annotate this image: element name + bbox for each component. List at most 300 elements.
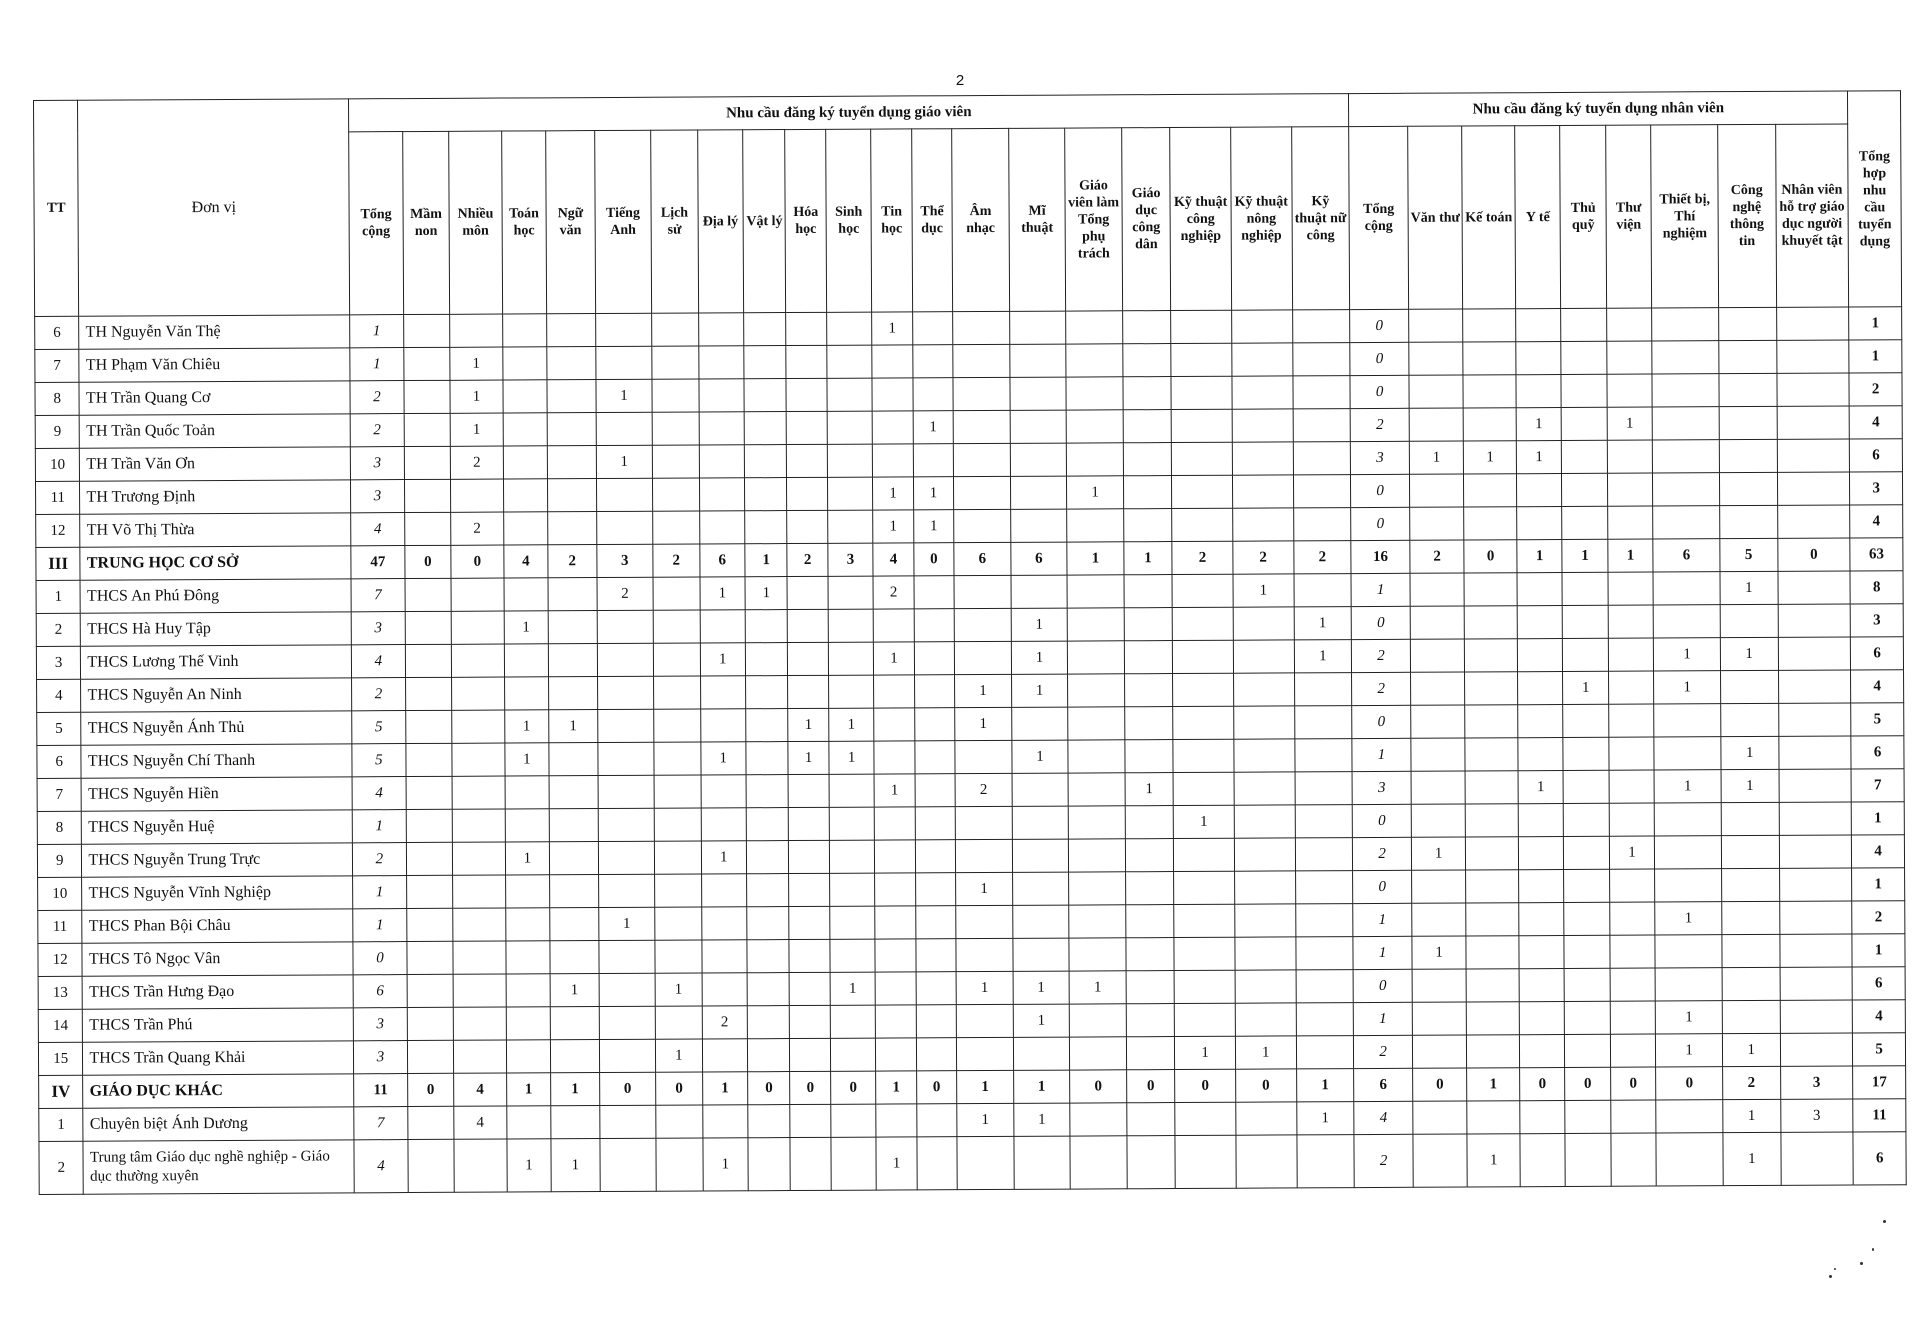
staff-cell <box>1655 935 1722 968</box>
row-index: 12 <box>36 514 81 547</box>
teacher-cell <box>451 479 504 512</box>
teacher-cell <box>596 478 653 511</box>
staff-cell: 1 <box>1720 571 1778 604</box>
teacher-total-cell: 4 <box>351 513 405 546</box>
staff-cell <box>1465 771 1518 804</box>
row-index: 11 <box>35 481 80 514</box>
staff-cell <box>1564 836 1610 869</box>
teacher-cell <box>450 314 503 347</box>
teacher-cell <box>1294 706 1352 739</box>
grand-total-cell: 1 <box>1852 868 1905 901</box>
staff-cell <box>1611 1133 1657 1186</box>
teacher-cell <box>1123 410 1172 443</box>
teacher-cell <box>404 512 451 545</box>
teacher-cell <box>453 1007 506 1040</box>
page-number: 2 <box>955 72 965 89</box>
teacher-cell <box>1011 707 1068 740</box>
teacher-cell <box>701 907 747 940</box>
teacher-cell <box>1011 575 1068 608</box>
teacher-cell <box>915 741 956 774</box>
scan-speck <box>1883 1220 1886 1223</box>
teacher-cell <box>1070 1004 1127 1037</box>
staff-cell <box>1564 902 1610 935</box>
teacher-cell <box>506 1106 551 1139</box>
teacher-cell <box>787 510 828 543</box>
staff-cell <box>1777 505 1850 538</box>
teacher-cell <box>653 478 700 511</box>
staff-cell <box>1516 342 1562 375</box>
teacher-cell <box>1068 707 1125 740</box>
teacher-cell: 0 <box>1236 1069 1297 1102</box>
staff-cell <box>1467 1035 1520 1068</box>
teacher-cell: 1 <box>450 380 503 413</box>
teacher-cell <box>1234 871 1295 904</box>
teacher-cell: 1 <box>874 642 915 675</box>
staff-cell: 1 <box>1563 671 1609 704</box>
teacher-cell <box>405 710 452 743</box>
staff-cell <box>1655 803 1722 836</box>
grand-total-cell: 1 <box>1849 307 1902 340</box>
row-index: 13 <box>38 976 83 1009</box>
staff-total-cell: 0 <box>1350 375 1409 408</box>
teacher-cell: 1 <box>955 707 1012 740</box>
staff-cell <box>1721 835 1779 868</box>
staff-cell <box>1564 869 1610 902</box>
teacher-cell <box>744 445 787 478</box>
teacher-cell: 6 <box>954 542 1011 575</box>
staff-cell <box>1563 638 1609 671</box>
teacher-cell <box>828 609 874 642</box>
teacher-cell <box>1173 772 1234 805</box>
grand-total-cell: 5 <box>1853 1033 1906 1066</box>
teacher-cell <box>454 1139 507 1192</box>
teacher-cell: 1 <box>700 742 746 775</box>
staff-cell <box>1777 439 1850 472</box>
teacher-cell <box>790 1038 831 1071</box>
staff-cell <box>1779 802 1852 835</box>
staff-cell <box>1561 308 1607 341</box>
teacher-cell <box>599 1105 656 1138</box>
teacher-cell <box>953 443 1010 476</box>
teacher-cell <box>747 874 790 907</box>
teacher-cell: 1 <box>788 741 829 774</box>
teacher-cell <box>504 578 549 611</box>
teacher-cell <box>1234 772 1295 805</box>
staff-cell <box>1780 967 1853 1000</box>
teacher-cell <box>1295 937 1353 970</box>
teacher-cell <box>406 743 453 776</box>
teacher-cell <box>1069 839 1126 872</box>
teacher-cell: 0 <box>451 545 504 578</box>
unit-name: THCS Nguyễn Chí Thanh <box>81 744 352 778</box>
staff-cell <box>1409 342 1464 375</box>
unit-name: THCS Tô Ngọc Vân <box>82 942 353 976</box>
teacher-cell <box>655 907 702 940</box>
teacher-cell <box>789 840 830 873</box>
staff-cell <box>1410 672 1465 705</box>
staff-cell: 0 <box>1656 1067 1723 1100</box>
header-teacher-col: Nhiều môn <box>449 131 502 314</box>
teacher-cell <box>1295 772 1353 805</box>
staff-cell <box>1655 968 1722 1001</box>
teacher-cell <box>829 774 875 807</box>
staff-cell <box>1653 440 1720 473</box>
teacher-cell: 1 <box>876 1071 917 1104</box>
teacher-cell <box>1173 739 1234 772</box>
staff-cell <box>1516 309 1562 342</box>
staff-cell <box>1722 901 1780 934</box>
staff-cell <box>1464 507 1517 540</box>
teacher-cell <box>1171 409 1232 442</box>
unit-name: THCS Nguyễn Vĩnh Nghiệp <box>82 876 353 910</box>
staff-cell <box>1655 836 1722 869</box>
teacher-cell <box>1293 409 1351 442</box>
grand-total-cell: 4 <box>1852 1000 1905 1033</box>
staff-cell: 1 <box>1723 1132 1781 1185</box>
teacher-cell <box>954 641 1011 674</box>
teacher-cell <box>1068 674 1125 707</box>
teacher-cell <box>1126 1037 1175 1070</box>
teacher-cell <box>504 677 549 710</box>
staff-cell <box>1565 1034 1611 1067</box>
teacher-cell <box>746 808 789 841</box>
teacher-cell <box>1123 509 1172 542</box>
teacher-cell <box>955 806 1012 839</box>
teacher-cell <box>653 610 700 643</box>
teacher-cell <box>1175 1003 1236 1036</box>
teacher-cell <box>1124 641 1173 674</box>
teacher-cell: 4 <box>454 1106 507 1139</box>
unit-name: THCS Trần Phú <box>83 1008 354 1042</box>
staff-total-cell: 0 <box>1351 507 1410 540</box>
staff-cell: 1 <box>1723 1099 1781 1132</box>
teacher-cell <box>916 939 957 972</box>
teacher-cell <box>597 610 654 643</box>
teacher-cell <box>548 578 597 611</box>
teacher-cell <box>1232 442 1293 475</box>
teacher-total-cell: 3 <box>351 480 405 513</box>
teacher-cell <box>1070 1037 1127 1070</box>
teacher-cell <box>503 512 548 545</box>
staff-cell <box>1465 738 1518 771</box>
teacher-cell <box>1012 905 1069 938</box>
staff-cell <box>1412 969 1467 1002</box>
teacher-cell <box>1233 640 1294 673</box>
staff-total-cell: 3 <box>1352 771 1411 804</box>
staff-cell <box>1608 572 1654 605</box>
grand-total-cell: 4 <box>1852 835 1905 868</box>
teacher-cell <box>746 709 789 742</box>
staff-cell <box>1721 703 1779 736</box>
staff-cell <box>1565 1133 1611 1186</box>
teacher-cell <box>452 809 505 842</box>
teacher-cell: 1 <box>1011 674 1068 707</box>
teacher-cell <box>1125 740 1174 773</box>
teacher-cell <box>598 808 655 841</box>
header-teacher-col: Giáo dục công dân <box>1121 128 1170 311</box>
teacher-cell <box>789 873 830 906</box>
teacher-cell: 6 <box>699 544 745 577</box>
teacher-cell <box>405 644 452 677</box>
staff-cell <box>1467 1101 1520 1134</box>
grand-total-cell: 4 <box>1851 670 1904 703</box>
teacher-cell <box>699 511 745 544</box>
header-teacher-col: Mĩ thuật <box>1008 128 1066 311</box>
teacher-cell <box>1067 608 1124 641</box>
staff-cell: 1 <box>1517 539 1563 572</box>
teacher-cell: 0 <box>914 543 955 576</box>
teacher-cell: 1 <box>656 1039 703 1072</box>
teacher-cell: 0 <box>407 1073 454 1106</box>
staff-cell <box>1607 341 1653 374</box>
staff-cell: 1 <box>1516 441 1562 474</box>
teacher-cell <box>748 1105 791 1138</box>
teacher-cell <box>748 1138 791 1191</box>
header-teacher-col: Tổng cộng <box>349 132 403 315</box>
teacher-cell <box>596 511 653 544</box>
teacher-total-cell: 1 <box>350 315 404 348</box>
teacher-cell <box>1127 1103 1176 1136</box>
teacher-cell <box>1294 739 1352 772</box>
teacher-cell <box>914 708 955 741</box>
teacher-cell <box>828 675 874 708</box>
unit-name: TH Trần Văn Ơn <box>80 447 351 481</box>
teacher-cell <box>451 644 504 677</box>
teacher-cell <box>790 972 831 1005</box>
teacher-cell <box>452 743 505 776</box>
unit-name: THCS Hà Huy Tập <box>81 612 352 646</box>
staff-cell <box>1719 472 1777 505</box>
staff-cell <box>1721 802 1779 835</box>
grand-total-cell: 1 <box>1849 340 1902 373</box>
teacher-cell <box>1010 410 1067 443</box>
teacher-cell <box>702 1039 748 1072</box>
staff-total-cell: 1 <box>1353 903 1412 936</box>
staff-cell <box>1608 605 1654 638</box>
teacher-cell: 1 <box>1067 542 1124 575</box>
teacher-cell <box>652 313 699 346</box>
teacher-cell <box>1235 904 1296 937</box>
teacher-cell <box>747 907 790 940</box>
teacher-cell <box>831 1137 877 1190</box>
teacher-cell <box>787 477 828 510</box>
teacher-cell <box>598 841 655 874</box>
teacher-total-cell: 4 <box>354 1140 408 1193</box>
teacher-total-cell: 5 <box>352 744 406 777</box>
staff-cell <box>1777 406 1850 439</box>
teacher-cell <box>915 873 956 906</box>
staff-total-cell: 0 <box>1350 309 1409 342</box>
staff-cell <box>1409 474 1464 507</box>
row-index: 1 <box>39 1108 84 1141</box>
staff-cell <box>1607 506 1653 539</box>
teacher-cell <box>915 906 956 939</box>
teacher-cell <box>916 1005 957 1038</box>
teacher-cell <box>747 1006 790 1039</box>
unit-name: THCS An Phú Đông <box>80 579 351 613</box>
staff-cell <box>1463 342 1516 375</box>
teacher-cell <box>1232 475 1293 508</box>
teacher-cell <box>547 314 596 347</box>
staff-total-cell: 2 <box>1354 1035 1413 1068</box>
grand-total-cell: 6 <box>1852 967 1905 1000</box>
teacher-cell: 1 <box>551 1073 600 1106</box>
row-index: 2 <box>36 613 81 646</box>
teacher-total-cell: 11 <box>354 1074 408 1107</box>
staff-cell <box>1779 934 1852 967</box>
teacher-cell <box>1123 344 1172 377</box>
teacher-cell: 1 <box>829 741 875 774</box>
teacher-cell <box>599 1039 656 1072</box>
grand-total-cell: 11 <box>1853 1099 1906 1132</box>
staff-total-cell: 1 <box>1354 1002 1413 1035</box>
teacher-cell <box>599 973 656 1006</box>
teacher-cell <box>1175 1102 1236 1135</box>
teacher-cell <box>405 611 452 644</box>
teacher-cell <box>1292 310 1350 343</box>
teacher-cell: 1 <box>1011 641 1068 674</box>
teacher-cell <box>654 742 701 775</box>
teacher-cell <box>916 972 957 1005</box>
teacher-cell: 1 <box>505 842 550 875</box>
staff-cell <box>1562 473 1608 506</box>
staff-cell <box>1606 308 1652 341</box>
row-index: 11 <box>38 910 83 943</box>
teacher-cell <box>407 1106 454 1139</box>
staff-cell <box>1609 803 1655 836</box>
teacher-cell <box>655 940 702 973</box>
staff-cell <box>1565 1001 1611 1034</box>
teacher-cell <box>597 643 654 676</box>
teacher-cell <box>1233 508 1294 541</box>
teacher-cell <box>503 446 548 479</box>
teacher-cell: 1 <box>1294 607 1352 640</box>
staff-cell <box>1411 738 1466 771</box>
staff-total-cell: 0 <box>1352 705 1411 738</box>
staff-cell <box>1562 572 1608 605</box>
teacher-cell <box>1066 377 1123 410</box>
teacher-total-cell: 3 <box>350 447 404 480</box>
staff-cell <box>1408 309 1463 342</box>
teacher-total-cell: 47 <box>351 546 405 579</box>
teacher-cell <box>1013 938 1070 971</box>
teacher-cell <box>828 642 874 675</box>
staff-cell <box>1607 473 1653 506</box>
teacher-cell: 1 <box>700 577 746 610</box>
teacher-cell <box>548 611 597 644</box>
row-index: 4 <box>37 679 82 712</box>
teacher-cell <box>747 940 790 973</box>
staff-total-cell: 0 <box>1353 804 1412 837</box>
teacher-cell <box>702 973 748 1006</box>
staff-cell <box>1722 934 1780 967</box>
staff-total-cell: 2 <box>1352 639 1411 672</box>
teacher-total-cell: 3 <box>354 1041 408 1074</box>
teacher-cell <box>506 1007 551 1040</box>
teacher-total-cell: 7 <box>351 579 405 612</box>
staff-cell <box>1465 705 1518 738</box>
teacher-cell <box>700 610 746 643</box>
teacher-cell <box>1012 872 1069 905</box>
header-staff-col: Nhân viên hỗ trợ giáo dục người khuyết tật <box>1775 124 1849 307</box>
header-staff-col: Thư viện <box>1605 125 1651 308</box>
teacher-cell <box>503 380 548 413</box>
teacher-cell <box>1068 740 1125 773</box>
grand-total-cell: 6 <box>1850 439 1903 472</box>
staff-cell: 6 <box>1653 539 1720 572</box>
teacher-cell <box>915 774 956 807</box>
staff-cell <box>1466 936 1519 969</box>
teacher-cell <box>830 1005 876 1038</box>
teacher-cell <box>1235 1003 1296 1036</box>
teacher-cell: 2 <box>451 512 504 545</box>
staff-cell <box>1564 935 1610 968</box>
teacher-cell: 6 <box>1011 542 1068 575</box>
grand-total-cell: 17 <box>1853 1066 1906 1099</box>
teacher-cell <box>702 940 748 973</box>
staff-cell <box>1722 1000 1780 1033</box>
staff-cell: 1 <box>1467 1134 1520 1187</box>
teacher-cell <box>1127 1136 1176 1189</box>
header-teacher-col: Kỹ thuật nông nghiệp <box>1231 127 1293 310</box>
teacher-cell <box>827 378 873 411</box>
teacher-cell <box>954 575 1011 608</box>
teacher-total-cell: 4 <box>352 645 406 678</box>
teacher-cell <box>789 807 830 840</box>
teacher-cell <box>954 476 1011 509</box>
row-index: 6 <box>35 316 80 349</box>
teacher-cell <box>1066 410 1123 443</box>
recruitment-table <box>33 90 1907 1195</box>
row-index: 8 <box>37 811 82 844</box>
teacher-cell <box>549 677 598 710</box>
teacher-cell <box>549 776 598 809</box>
staff-cell <box>1654 737 1721 770</box>
header-teacher-col: Mầm non <box>402 131 449 314</box>
teacher-cell <box>404 479 451 512</box>
teacher-cell <box>1172 442 1233 475</box>
teacher-cell <box>786 345 827 378</box>
header-teacher-col: Sinh học <box>826 129 872 312</box>
staff-cell <box>1778 637 1851 670</box>
teacher-cell <box>453 908 506 941</box>
teacher-cell <box>876 1038 917 1071</box>
teacher-cell <box>453 941 506 974</box>
header-staff-col: Y tế <box>1515 126 1561 309</box>
teacher-cell: 2 <box>955 773 1012 806</box>
staff-cell: 1 <box>1467 1068 1520 1101</box>
staff-cell <box>1562 440 1608 473</box>
staff-cell <box>1652 374 1719 407</box>
teacher-cell: 0 <box>1126 1070 1175 1103</box>
staff-cell <box>1464 474 1517 507</box>
teacher-cell: 3 <box>596 544 653 577</box>
teacher-cell <box>654 676 701 709</box>
staff-cell <box>1722 868 1780 901</box>
teacher-cell <box>1070 1136 1127 1189</box>
staff-cell <box>1561 341 1607 374</box>
staff-cell <box>1653 473 1720 506</box>
teacher-cell <box>505 908 550 941</box>
teacher-cell: 1 <box>1174 805 1235 838</box>
grand-total-cell: 3 <box>1850 472 1903 505</box>
teacher-cell <box>744 412 787 445</box>
staff-cell <box>1719 406 1777 439</box>
teacher-total-cell: 1 <box>353 909 407 942</box>
teacher-cell <box>454 1040 507 1073</box>
staff-cell: 5 <box>1720 538 1778 571</box>
teacher-cell <box>1069 872 1126 905</box>
